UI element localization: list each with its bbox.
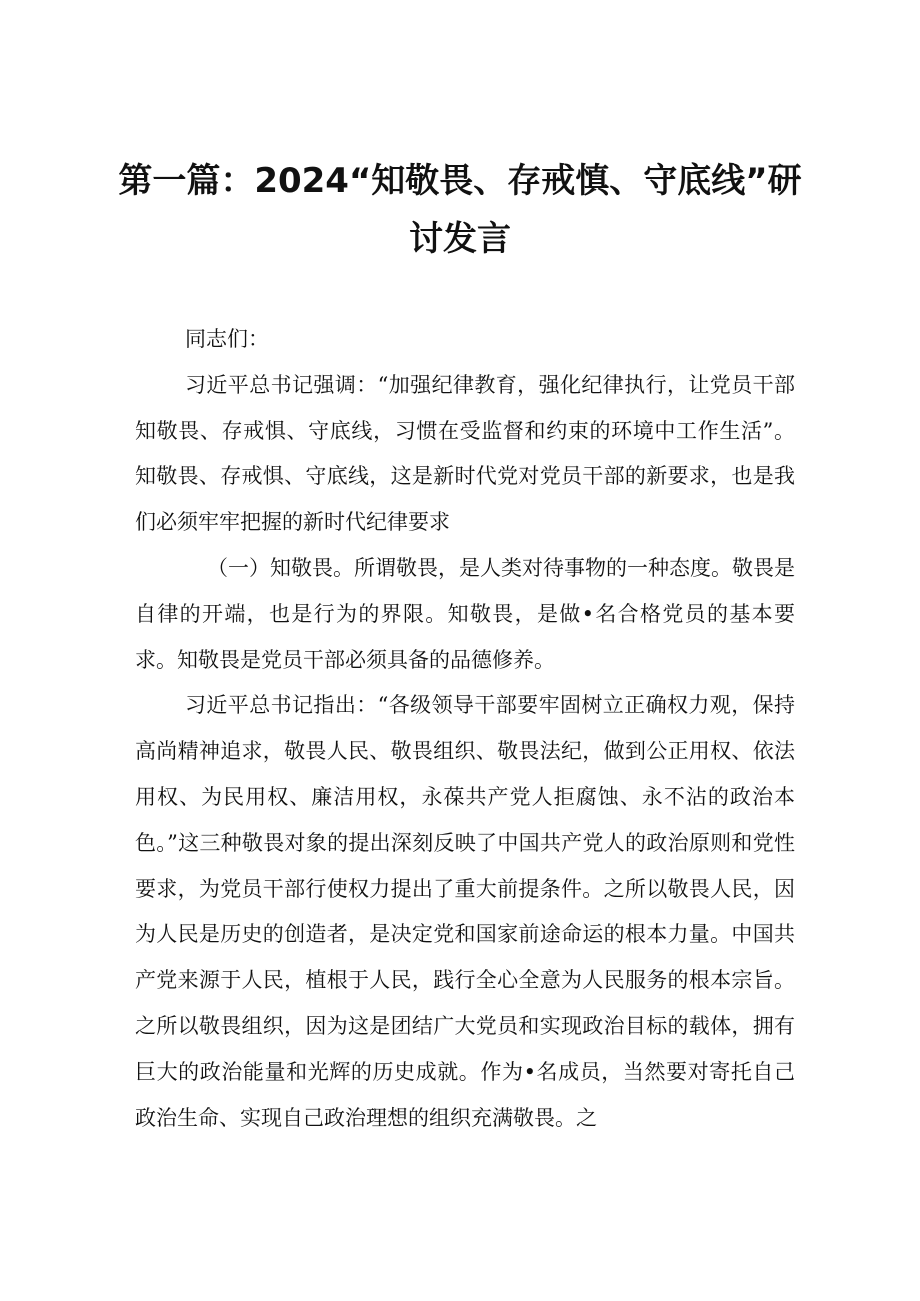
document-title — [100, 152, 820, 268]
title-line-1: 第一篇：2024“知敬畏、存戒慎、守底线”研 — [118, 161, 802, 201]
body-paragraph: 习近平总书记指出：“各级领导干部要牢固树立正确权力观，保持高尚精神追求，敬畏人民、敬畏组织、敬畏法纪，做到公正用权、依法用权、为民用权、廉洁用权，永葆共产党人拒腐蚀、永不沾的政治本色。”这三种敬畏对象的提出深刻反映了中国共产党人的政治原则和党性要求，为党员干部行使权力提出了重大前提条件。之所以敬畏人民，因为人民是历史的创造者，是决定党和国家前途命运的根本力量。中国共产党来源于人民，植根于人民，践行全心全意为人民服务的根本宗旨。之所以敬畏组织，因为这是团结广大党员和实现政治目标的载体，拥有巨大的政治能量和光辉的历史成就。作为•名成员，当然要对寄托自己政治生命、实现自己政治理想的组织充满敬畏。之 — [135, 693, 795, 1130]
document-body — [135, 317, 795, 1141]
body-paragraph: 习近平总书记强调：“加强纪律教育，强化纪律执行，让党员干部知敬畏、存戒惧、守底线，习惯在受监督和约束的环境中工作生活”。知敬畏、存戒惧、守底线，这是新时代党对党员干部的新要求，也是我们必须牢牢把握的新时代纪律要求 — [135, 372, 795, 535]
title-line-2: 讨发言 — [409, 219, 511, 259]
salutation-paragraph: 同志们： — [185, 327, 269, 351]
section-paragraph: （一）知敬畏。所谓敬畏，是人类对待事物的一种态度。敬畏是自律的开端，也是行为的界限。知敬畏，是做•名合格党员的基本要求。知敬畏是党员干部必须具备的品德修养。 — [135, 555, 795, 672]
